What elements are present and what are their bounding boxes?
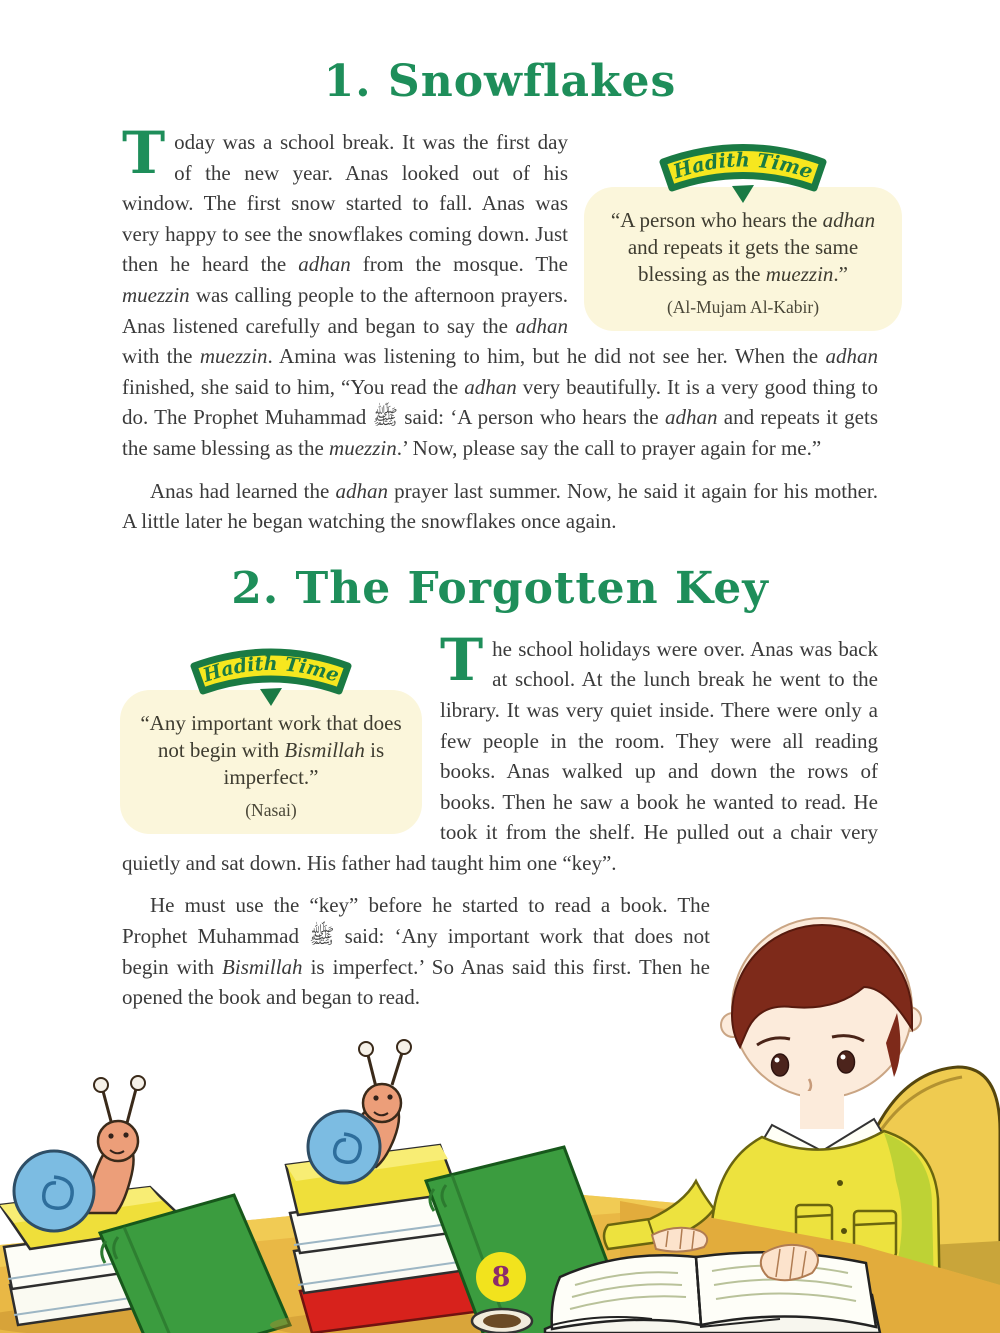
story1-title: 1. Snowflakes [323,56,677,107]
page-number: 8 [491,1261,511,1293]
page-number-badge [476,1252,526,1302]
story1-paragraph-1-text: oday was a school break. It was the first day of the new year. Anas looked out of his window. The first snow started to fall. Anas was very happy to see the snowflakes coming down. Just then he heard the adhan from the mosque. The muezzin was calling people to the afternoon prayers. Anas listened carefully and began to say the adhan with the muezzin. Amina was listening to him, but he did not see her. When the adhan finished, she said to him, “You read the adhan very beautifully. It is a very good thing to do. The Prophet Muhammad ﷺ said: ‘A person who hears the adhan and repeats it gets the same blessing as the muezzin.’ Now, please say the call to prayer again for me.” [122,130,878,460]
page-content [122,56,878,1013]
hadith-time-banner-icon [648,129,838,203]
hadith-card-body [120,690,422,834]
open-book [545,1252,880,1333]
dropcap-letter: T [122,119,166,187]
hadith-quote: “A person who hears the adhan and repeats it gets the same blessing as the muezzin.” [610,208,876,286]
story-forgotten-key [122,563,878,1013]
hadith-source: (Al-Mujam Al-Kabir) [666,297,820,317]
hadith-time-banner-icon [180,634,362,706]
hadith-banner-label: Hadith Time [200,652,342,687]
story2-paragraph-2: He must use the “key” before he started to read a book. The Prophet Muhammad ﷺ said: ‘Any important work that does not begin with Bismillah is imperfect.’ So Anas said this first. Then he opened the book and began to read. [122,893,711,1010]
story1-paragraph-2: Anas had learned the adhan prayer last summer. Now, he said it again for his mother. A little later he began watching the snowflakes once again. [122,478,878,534]
story2-paragraph-1-text: he school holidays were over. Anas was back at school. At the lunch break he went to the library. It was very quiet inside. There were only a few people in the room. They were all reading books. Anas walked up and down the rows of books. Then he saw a book he wanted to read. He took it from the shelf. He pulled out a chair very quietly and sat down. His father had taught him one “key”. [122,636,878,875]
hadith-source: (Nasai) [245,799,297,820]
hadith-quote: “Any important work that does not begin with Bismillah is imperfect.” [140,710,402,789]
hadith-banner-label: Hadith Time [670,148,816,184]
hadith-time-card-1 [584,129,902,331]
cup [472,1309,532,1333]
story-snowflakes [122,56,878,537]
hadith-card-body [584,187,902,331]
dropcap-letter: T [440,625,484,694]
story2-title: 2. The Forgotten Key [231,562,769,614]
hadith-time-card-2 [120,634,422,834]
